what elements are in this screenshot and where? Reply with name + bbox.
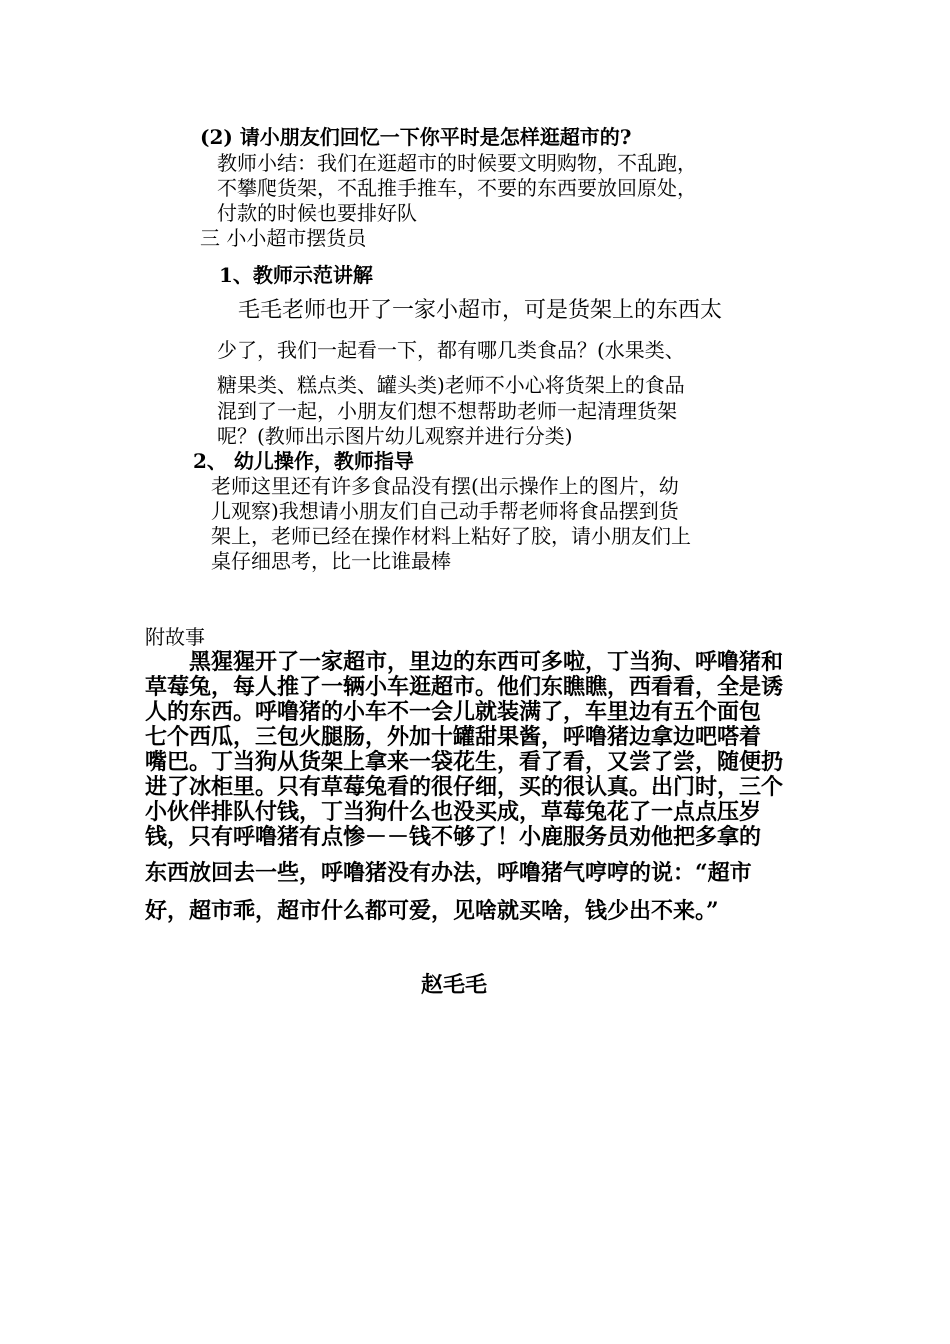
author-name: 赵毛毛: [421, 972, 488, 998]
story-line: 东西放回去一些，呼噜猪没有办法，呼噜猪气哼哼的说：“超市: [145, 860, 752, 886]
story-line: 好，超市乖，超市什么都可爱，见啥就买啥，钱少出不来。”: [145, 898, 719, 924]
step2-line: 桌仔细思考，比一比谁最棒: [211, 549, 451, 573]
step2-title: 2、 幼儿操作，教师指导: [193, 449, 414, 473]
step1-line: 毛毛老师也开了一家小超市，可是货架上的东西太: [238, 298, 723, 323]
story-line: 人的东西。呼噜猪的小车不一会儿就装满了，车里边有五个面包: [145, 699, 762, 725]
step2-line: 老师这里还有许多食品没有摆(出示操作上的图片，幼: [211, 474, 679, 498]
summary-line: 不攀爬货架，不乱推手推车，不要的东西要放回原处，: [217, 176, 697, 200]
step1-line: 混到了一起，小朋友们想不想帮助老师一起清理货架: [217, 399, 677, 423]
story-line: 嘴巴。丁当狗从货架上拿来一袋花生，看了看，又尝了尝，随便扔: [145, 749, 784, 775]
summary-line: 教师小结：我们在逛超市的时候要文明购物，不乱跑，: [217, 151, 697, 175]
story-line: 黑猩猩开了一家超市，里边的东西可多啦，丁当狗、呼噜猪和: [189, 649, 784, 675]
step2-line: 儿观察)我想请小朋友们自己动手帮老师将食品摆到货: [211, 499, 679, 523]
step1-line: 呢？(教师出示图片幼儿观察并进行分类): [217, 424, 573, 448]
story-line: 钱，只有呼噜猪有点惨－－钱不够了！小鹿服务员劝他把多拿的: [145, 824, 762, 850]
story-line: 草莓兔，每人推了一辆小车逛超市。他们东瞧瞧，西看看，全是诱: [145, 674, 784, 700]
step2-line: 架上，老师已经在操作材料上粘好了胶，请小朋友们上: [211, 524, 691, 548]
appendix-title: 附故事: [145, 625, 205, 649]
story-line: 小伙伴排队付钱，丁当狗什么也没买成，草莓兔花了一点点压岁: [145, 799, 762, 825]
story-line: 进了冰柜里。只有草莓兔看的很仔细，买的很认真。出门时，三个: [145, 774, 784, 800]
step1-line: 少了，我们一起看一下，都有哪几类食品？(水果类、: [217, 338, 685, 362]
step1-title: 1、教师示范讲解: [219, 263, 373, 287]
step1-line: 糖果类、糕点类、罐头类)老师不小心将货架上的食品: [217, 373, 685, 397]
story-line: 七个西瓜，三包火腿肠，外加十罐甜果酱，呼噜猪边拿边吧嗒着: [145, 724, 762, 750]
section-heading: 三 小小超市摆货员: [200, 226, 367, 250]
summary-line: 付款的时候也要排好队: [217, 201, 417, 225]
question-heading: (2) 请小朋友们回忆一下你平时是怎样逛超市的?: [200, 125, 632, 149]
